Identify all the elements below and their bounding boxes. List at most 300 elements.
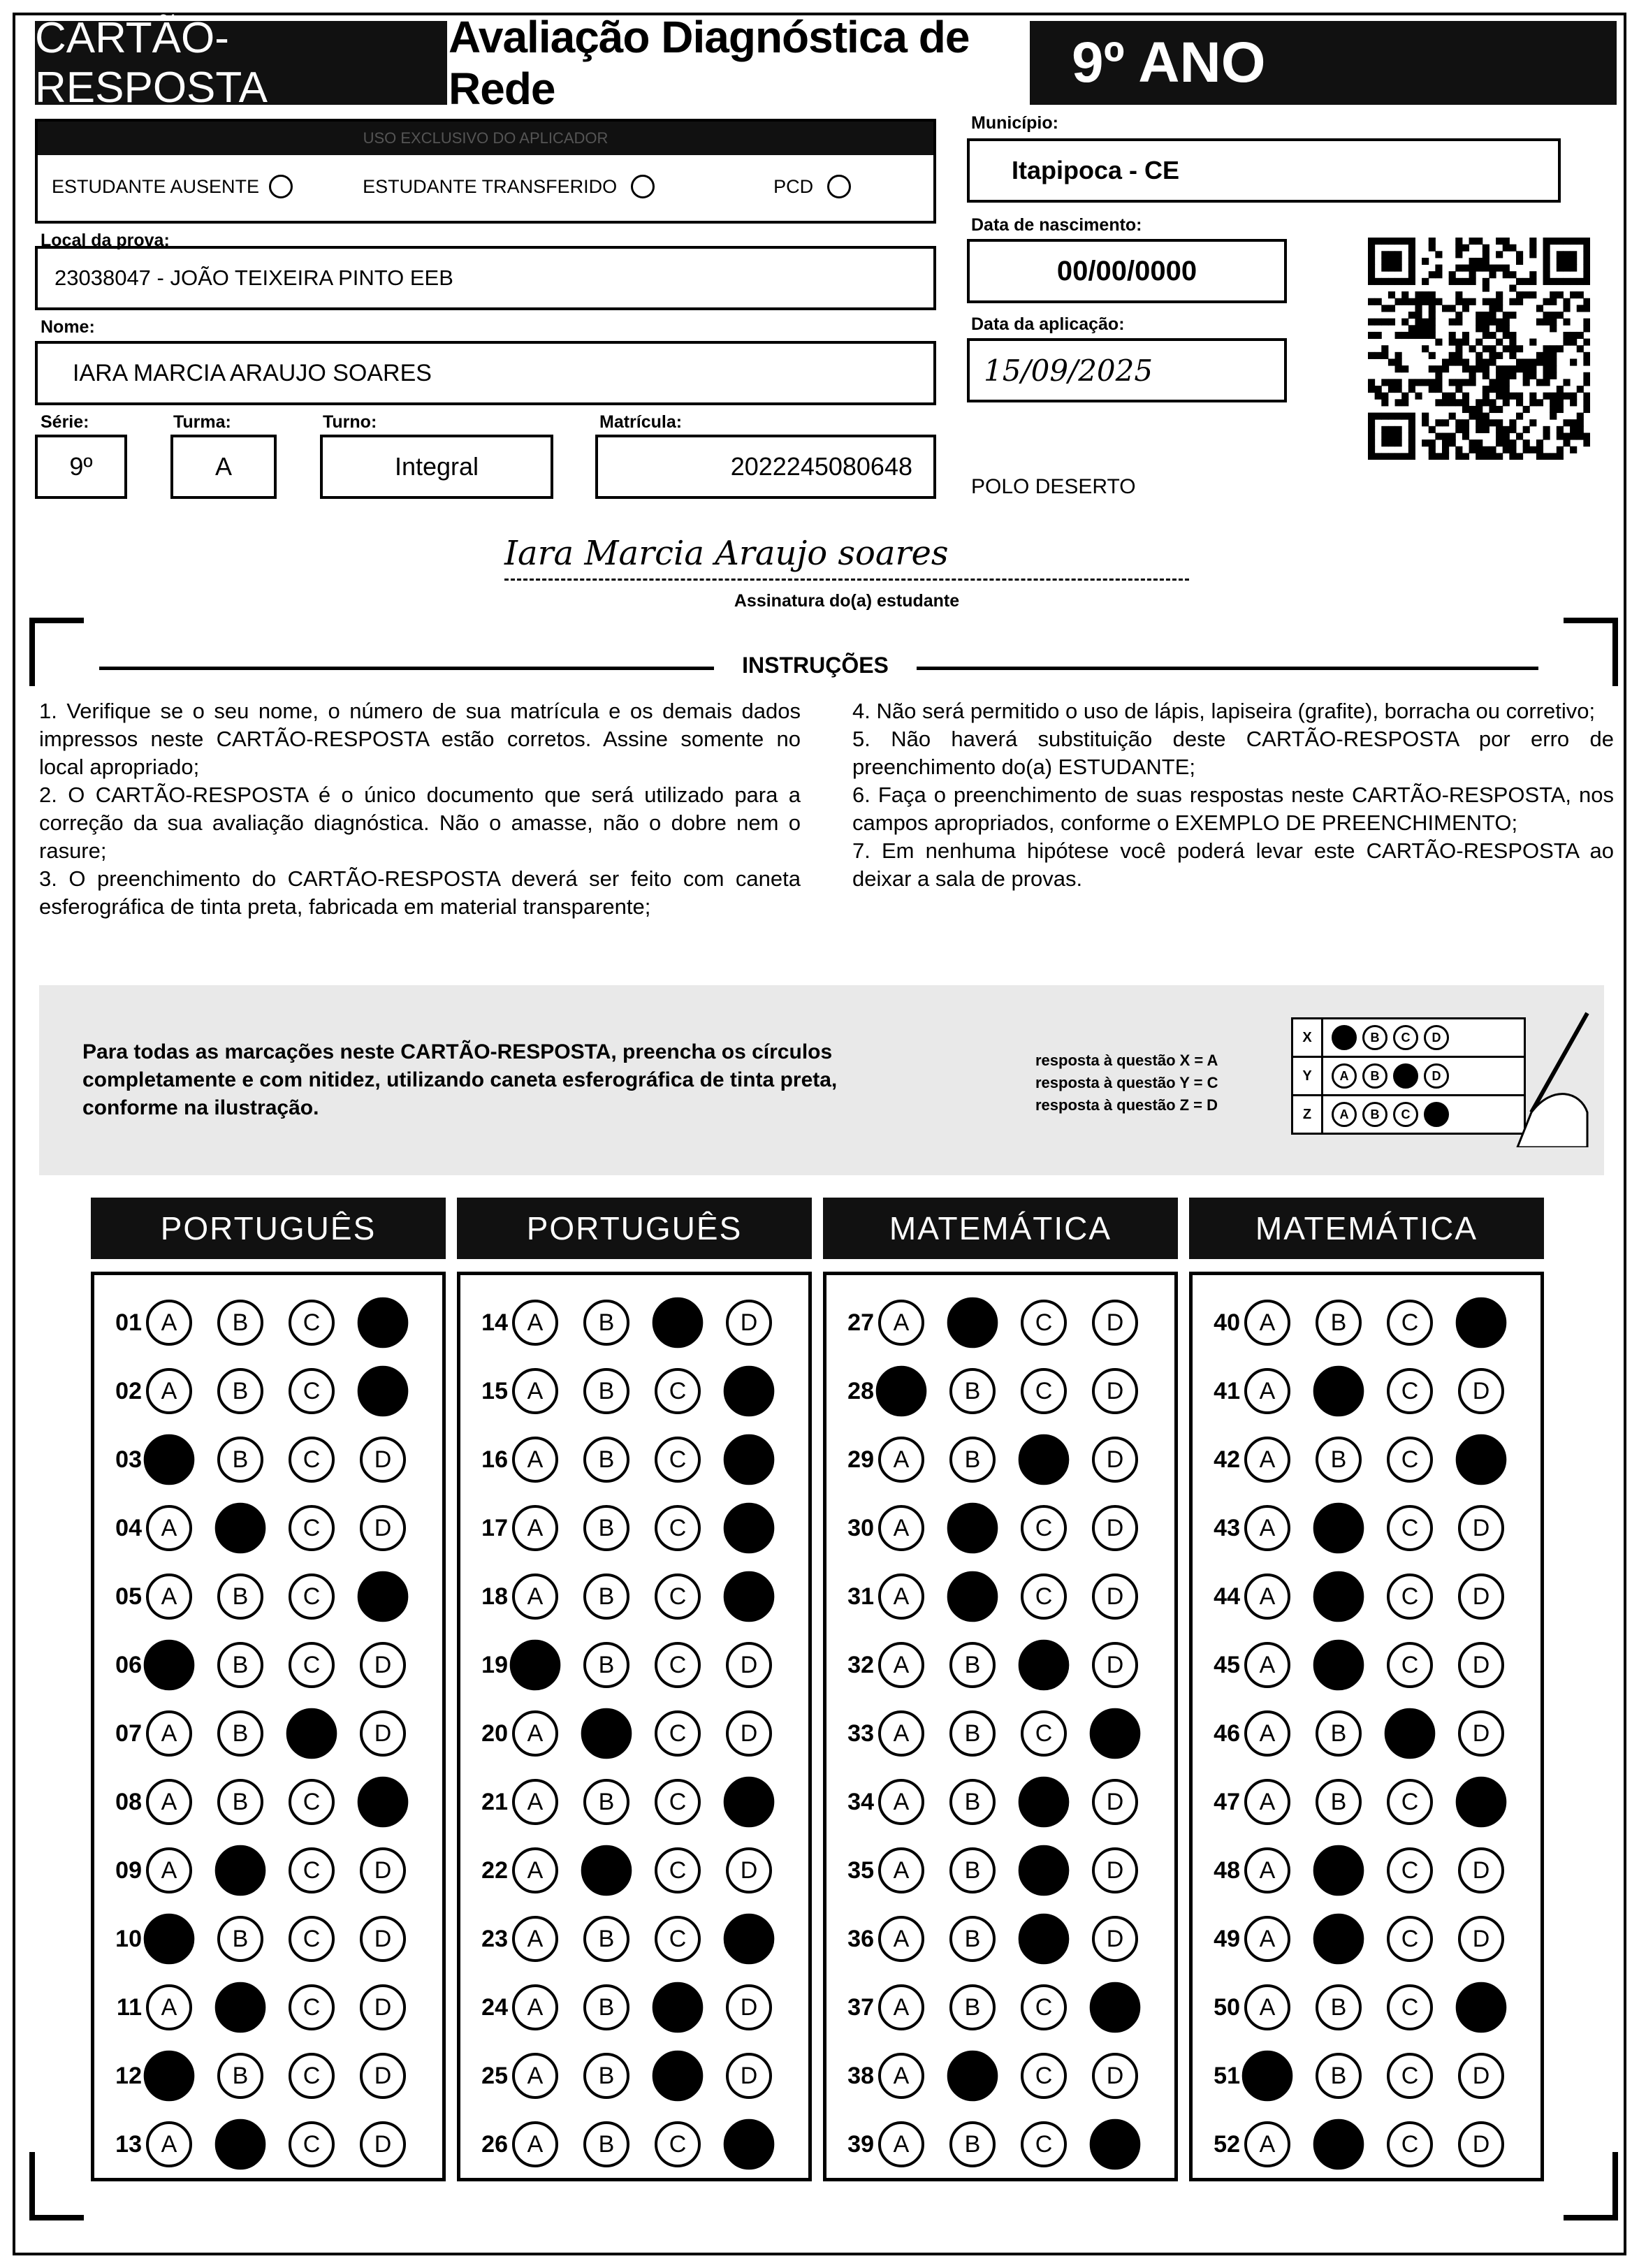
answer-bubble-b[interactable]: B bbox=[217, 1642, 263, 1688]
answer-bubble-a[interactable]: A bbox=[1244, 1916, 1290, 1962]
answer-bubble-a[interactable]: A bbox=[512, 1437, 558, 1483]
answer-bubble-a[interactable]: A bbox=[146, 1300, 192, 1346]
answer-bubble-d[interactable]: D bbox=[1456, 1982, 1507, 2033]
answer-bubble-d[interactable]: D bbox=[724, 1914, 775, 1965]
question-number: 51 bbox=[1214, 2062, 1240, 2089]
answer-bubble-b[interactable]: B bbox=[949, 1779, 996, 1825]
answer-bubble-b[interactable]: B bbox=[583, 1505, 629, 1551]
answer-bubble-d[interactable]: D bbox=[360, 1437, 406, 1483]
answer-bubble-a[interactable]: A bbox=[512, 1573, 558, 1620]
answer-bubble-a[interactable]: A bbox=[144, 1434, 195, 1485]
signature-line bbox=[504, 579, 1189, 581]
answer-bubble-c[interactable]: C bbox=[1387, 1916, 1433, 1962]
answer-bubble-b[interactable]: B bbox=[1313, 1914, 1364, 1965]
answer-bubble-d[interactable]: D bbox=[1092, 1573, 1138, 1620]
answer-bubble-c[interactable]: C bbox=[655, 1437, 701, 1483]
answer-bubble-c[interactable]: C bbox=[289, 1300, 335, 1346]
question-number: 13 bbox=[115, 2130, 142, 2158]
answer-bubble-a[interactable]: A bbox=[144, 1640, 195, 1691]
turno-value: Integral bbox=[394, 452, 479, 481]
example-legend-line: resposta à questão Z = D bbox=[1035, 1096, 1218, 1114]
answer-bubble-a[interactable]: A bbox=[1242, 2051, 1293, 2102]
example-row-label: Z bbox=[1293, 1096, 1323, 1133]
answer-bubble-d[interactable]: D bbox=[360, 1710, 406, 1757]
answer-bubble-b[interactable]: B bbox=[583, 1573, 629, 1620]
answer-bubble-d[interactable]: D bbox=[1090, 1982, 1141, 2033]
answer-bubble-a[interactable]: A bbox=[878, 1984, 924, 2030]
answer-bubble-c[interactable]: C bbox=[289, 1642, 335, 1688]
question-number: 41 bbox=[1214, 1377, 1240, 1404]
question-row bbox=[460, 1363, 797, 1419]
answer-bubble-a[interactable]: A bbox=[512, 1505, 558, 1551]
answer-bubble-a[interactable]: A bbox=[144, 2051, 195, 2102]
question-number: 29 bbox=[847, 1446, 874, 1473]
answer-bubble-b[interactable]: B bbox=[217, 1368, 263, 1414]
answer-bubble-d[interactable]: D bbox=[726, 2053, 772, 2099]
answer-bubble-b[interactable]: B bbox=[1316, 1984, 1362, 2030]
answer-bubble-a[interactable]: A bbox=[146, 1505, 192, 1551]
answer-bubble-c[interactable]: C bbox=[289, 1437, 335, 1483]
instruction-item: 5. Não haverá substituição deste CARTÃO-RESPOSTA por erro de preenchimento do(a) ESTUDANTE; bbox=[852, 727, 1614, 779]
answer-bubble-d[interactable]: D bbox=[1458, 2053, 1504, 2099]
answer-bubble-b[interactable]: B bbox=[215, 1503, 266, 1554]
answer-bubble-c[interactable]: C bbox=[1387, 1300, 1433, 1346]
answer-bubble-c[interactable]: C bbox=[1387, 1779, 1433, 1825]
frame-corner bbox=[1564, 2152, 1618, 2220]
question-row bbox=[94, 1842, 431, 1898]
question-number: 05 bbox=[115, 1583, 142, 1610]
answer-bubble-a[interactable]: A bbox=[878, 1642, 924, 1688]
question-row bbox=[826, 1569, 1163, 1624]
question-row bbox=[460, 1911, 797, 1967]
answer-bubble-c[interactable]: C bbox=[653, 1297, 704, 1349]
question-number: 31 bbox=[847, 1583, 874, 1610]
answer-bubble-a[interactable]: A bbox=[512, 2053, 558, 2099]
answer-bubble-b[interactable]: B bbox=[1316, 1779, 1362, 1825]
answer-bubble-c[interactable]: C bbox=[655, 1916, 701, 1962]
birth-label: Data de nascimento: bbox=[971, 215, 1142, 235]
answer-bubble-a[interactable]: A bbox=[876, 1366, 927, 1417]
answer-bubble-a[interactable]: A bbox=[146, 1847, 192, 1893]
answer-bubble-a[interactable]: A bbox=[1244, 1642, 1290, 1688]
answer-bubble-d[interactable]: D bbox=[358, 1777, 409, 1828]
answer-bubble-a[interactable]: A bbox=[878, 1437, 924, 1483]
answer-bubble-d[interactable]: D bbox=[360, 1642, 406, 1688]
turma-label: Turma: bbox=[173, 412, 231, 432]
answer-bubble-d[interactable]: D bbox=[1458, 1505, 1504, 1551]
answer-bubble-d[interactable]: D bbox=[358, 1366, 409, 1417]
turno-field bbox=[320, 435, 553, 499]
answer-bubble-c[interactable]: C bbox=[289, 2053, 335, 2099]
question-number: 12 bbox=[115, 2062, 142, 2089]
question-number: 36 bbox=[847, 1925, 874, 1952]
serie-field bbox=[35, 435, 127, 499]
answer-bubble-a[interactable]: A bbox=[146, 2121, 192, 2167]
answer-bubble-b[interactable]: B bbox=[583, 1368, 629, 1414]
answer-bubble-c[interactable]: C bbox=[1385, 1708, 1436, 1759]
answer-bubble-a[interactable]: A bbox=[1244, 2121, 1290, 2167]
answer-bubble-a[interactable]: A bbox=[878, 1847, 924, 1893]
answer-bubble-b[interactable]: B bbox=[583, 1984, 629, 2030]
answer-bubble-a[interactable]: A bbox=[1244, 1437, 1290, 1483]
answer-bubble-b[interactable]: B bbox=[583, 1300, 629, 1346]
question-row bbox=[1193, 1706, 1529, 1761]
question-number: 43 bbox=[1214, 1514, 1240, 1541]
frame-corner bbox=[29, 2152, 84, 2220]
answer-bubble-b[interactable]: B bbox=[1316, 2053, 1362, 2099]
question-row bbox=[1193, 1979, 1529, 2035]
answer-bubble-d[interactable]: D bbox=[1090, 2119, 1141, 2170]
answer-bubble-b[interactable]: B bbox=[1316, 1710, 1362, 1757]
question-number: 40 bbox=[1214, 1309, 1240, 1336]
example-row-label: Y bbox=[1293, 1058, 1323, 1094]
answer-bubble-a[interactable]: A bbox=[146, 1984, 192, 2030]
answer-bubble-c[interactable]: C bbox=[1019, 1914, 1070, 1965]
question-number: 25 bbox=[481, 2062, 508, 2089]
answer-bubble-b[interactable]: B bbox=[217, 1916, 263, 1962]
answer-bubble-c[interactable]: C bbox=[655, 1710, 701, 1757]
answer-bubble-b[interactable]: B bbox=[217, 1437, 263, 1483]
answer-bubble-d[interactable]: D bbox=[726, 1300, 772, 1346]
transferred-label: ESTUDANTE TRANSFERIDO bbox=[363, 175, 618, 197]
example-row bbox=[1293, 1058, 1524, 1096]
answer-bubble-a[interactable]: A bbox=[146, 1710, 192, 1757]
name-label: Nome: bbox=[41, 317, 95, 337]
answer-bubble-d[interactable]: D bbox=[1458, 1642, 1504, 1688]
application-label: Data da aplicação: bbox=[971, 314, 1125, 334]
answer-bubble-b[interactable]: B bbox=[583, 2053, 629, 2099]
answer-bubble-c[interactable]: C bbox=[289, 1916, 335, 1962]
answer-bubble-b[interactable]: B bbox=[217, 1300, 263, 1346]
answer-bubble-c[interactable]: C bbox=[1021, 1710, 1067, 1757]
answer-bubble-d[interactable]: D bbox=[360, 1916, 406, 1962]
answer-bubble-c[interactable]: C bbox=[289, 1984, 335, 2030]
question-row bbox=[460, 1979, 797, 2035]
answer-bubble-c[interactable]: C bbox=[1387, 1368, 1433, 1414]
name-value: IARA MARCIA ARAUJO SOARES bbox=[73, 359, 432, 386]
answer-bubble-d[interactable]: D bbox=[726, 1984, 772, 2030]
answer-bubble-b[interactable]: B bbox=[949, 1710, 996, 1757]
answer-bubble-b[interactable]: B bbox=[947, 2051, 998, 2102]
answer-bubble-b[interactable]: B bbox=[583, 1779, 629, 1825]
municipality-value: Itapipoca - CE bbox=[1012, 156, 1180, 184]
answer-bubble-c[interactable]: C bbox=[289, 1847, 335, 1893]
question-row bbox=[460, 1637, 797, 1693]
answer-bubble-b[interactable]: B bbox=[949, 1847, 996, 1893]
answer-bubble-b[interactable]: B bbox=[1313, 1366, 1364, 1417]
section-header: MATEMÁTICA bbox=[1189, 1198, 1544, 1259]
question-number: 06 bbox=[115, 1651, 142, 1678]
question-number: 45 bbox=[1214, 1651, 1240, 1678]
question-number: 26 bbox=[481, 2130, 508, 2158]
question-row bbox=[94, 1637, 431, 1693]
answer-bubble-a[interactable]: A bbox=[878, 2053, 924, 2099]
answer-bubble-d[interactable]: D bbox=[1092, 1300, 1138, 1346]
answer-bubble-b[interactable]: B bbox=[949, 1642, 996, 1688]
answer-bubble-b[interactable]: B bbox=[1316, 1437, 1362, 1483]
answer-bubble-d[interactable]: D bbox=[360, 2053, 406, 2099]
answer-bubble-d[interactable]: D bbox=[360, 1847, 406, 1893]
pcd-checkbox[interactable] bbox=[827, 175, 851, 198]
answer-bubble-c[interactable]: C bbox=[289, 1368, 335, 1414]
answer-bubble-c[interactable]: C bbox=[1387, 1437, 1433, 1483]
question-row bbox=[94, 1295, 431, 1351]
answer-bubble-d[interactable]: D bbox=[360, 2121, 406, 2167]
question-row bbox=[1193, 1637, 1529, 1693]
answer-bubble-c[interactable]: C bbox=[1387, 1573, 1433, 1620]
question-row bbox=[94, 1500, 431, 1556]
answer-bubble-c[interactable]: C bbox=[1021, 1984, 1067, 2030]
question-number: 52 bbox=[1214, 2130, 1240, 2158]
answer-bubble-d[interactable]: D bbox=[1458, 2121, 1504, 2167]
example-row-label: X bbox=[1293, 1019, 1323, 1056]
answer-bubble-c[interactable]: C bbox=[1021, 2053, 1067, 2099]
answer-bubble-c[interactable]: C bbox=[1387, 2121, 1433, 2167]
example-text: Para todas as marcações neste CARTÃO-RESPOSTA, preencha os círculos completamente e com nitidez, utilizando caneta esferográfica de tinta preta, conforme na ilustração. bbox=[82, 1040, 838, 1119]
answer-bubble-a[interactable]: A bbox=[1244, 1779, 1290, 1825]
answer-bubble-a[interactable]: A bbox=[146, 1779, 192, 1825]
answer-bubble-d[interactable]: D bbox=[1458, 1710, 1504, 1757]
answer-bubble-a[interactable]: A bbox=[144, 1914, 195, 1965]
example-bubble: C bbox=[1393, 1102, 1418, 1127]
answer-bubble-d[interactable]: D bbox=[1458, 1916, 1504, 1962]
answer-bubble-c[interactable]: C bbox=[1387, 2053, 1433, 2099]
answer-bubble-a[interactable]: A bbox=[512, 1368, 558, 1414]
exam-location-field bbox=[35, 246, 936, 310]
answer-bubble-d[interactable]: D bbox=[1092, 1916, 1138, 1962]
example-bubble: D bbox=[1424, 1025, 1449, 1050]
answer-bubble-a[interactable]: A bbox=[510, 1640, 561, 1691]
answer-bubble-a[interactable]: A bbox=[512, 1710, 558, 1757]
answer-bubble-a[interactable]: A bbox=[512, 1847, 558, 1893]
answer-bubble-d[interactable]: D bbox=[1092, 1437, 1138, 1483]
transferred-checkbox[interactable] bbox=[631, 175, 655, 198]
answer-bubble-a[interactable]: A bbox=[1244, 1710, 1290, 1757]
question-number: 32 bbox=[847, 1651, 874, 1678]
answer-bubble-c[interactable]: C bbox=[653, 2051, 704, 2102]
answer-bubble-c[interactable]: C bbox=[1019, 1777, 1070, 1828]
question-row bbox=[826, 1979, 1163, 2035]
answer-bubble-d[interactable]: D bbox=[360, 1984, 406, 2030]
absent-checkbox[interactable] bbox=[269, 175, 293, 198]
answer-bubble-b[interactable]: B bbox=[1313, 1845, 1364, 1896]
answer-bubble-d[interactable]: D bbox=[1458, 1368, 1504, 1414]
answer-bubble-a[interactable]: A bbox=[1244, 1505, 1290, 1551]
answer-bubble-d[interactable]: D bbox=[358, 1571, 409, 1622]
question-number: 48 bbox=[1214, 1856, 1240, 1884]
question-number: 47 bbox=[1214, 1788, 1240, 1815]
answer-bubble-b[interactable]: B bbox=[215, 1845, 266, 1896]
answer-bubble-d[interactable]: D bbox=[1092, 1505, 1138, 1551]
question-number: 34 bbox=[847, 1788, 874, 1815]
question-row bbox=[826, 1842, 1163, 1898]
answer-bubble-d[interactable]: D bbox=[724, 1571, 775, 1622]
example-bubble: C bbox=[1393, 1063, 1418, 1089]
answer-bubble-b[interactable]: B bbox=[217, 1779, 263, 1825]
answer-bubble-c[interactable]: C bbox=[1019, 1434, 1070, 1485]
answer-bubble-b[interactable]: B bbox=[1313, 1640, 1364, 1691]
example-legend-line: resposta à questão X = A bbox=[1035, 1052, 1218, 1069]
answer-bubble-d[interactable]: D bbox=[1092, 1847, 1138, 1893]
answer-bubble-d[interactable]: D bbox=[724, 2119, 775, 2170]
answer-bubble-d[interactable]: D bbox=[1092, 2053, 1138, 2099]
answer-bubble-a[interactable]: A bbox=[512, 1916, 558, 1962]
answer-bubble-d[interactable]: D bbox=[724, 1777, 775, 1828]
instruction-item: 3. O preenchimento do CARTÃO-RESPOSTA deverá ser feito com caneta esferográfica de tinta preta, fabricada em material transparente; bbox=[39, 866, 801, 919]
question-number: 38 bbox=[847, 2062, 874, 2089]
answer-bubble-a[interactable]: A bbox=[878, 1505, 924, 1551]
answer-bubble-d[interactable]: D bbox=[1456, 1777, 1507, 1828]
answer-bubble-c[interactable]: C bbox=[289, 1573, 335, 1620]
answer-bubble-a[interactable]: A bbox=[512, 1300, 558, 1346]
answer-bubble-d[interactable]: D bbox=[724, 1434, 775, 1485]
answer-bubble-c[interactable]: C bbox=[1021, 1505, 1067, 1551]
answer-bubble-d[interactable]: D bbox=[1090, 1708, 1141, 1759]
answer-bubble-b[interactable]: B bbox=[949, 1984, 996, 2030]
answer-bubble-c[interactable]: C bbox=[655, 1642, 701, 1688]
question-number: 16 bbox=[481, 1446, 508, 1473]
answer-bubble-c[interactable]: C bbox=[1019, 1640, 1070, 1691]
answer-bubble-b[interactable]: B bbox=[583, 1437, 629, 1483]
answer-bubble-a[interactable]: A bbox=[878, 2121, 924, 2167]
answer-bubble-b[interactable]: B bbox=[583, 1642, 629, 1688]
answer-bubble-a[interactable]: A bbox=[512, 1779, 558, 1825]
question-number: 21 bbox=[481, 1788, 508, 1815]
answer-bubble-d[interactable]: D bbox=[1456, 1297, 1507, 1349]
answer-bubble-a[interactable]: A bbox=[1244, 1368, 1290, 1414]
answer-bubble-b[interactable]: B bbox=[581, 1708, 632, 1759]
answer-bubble-c[interactable]: C bbox=[655, 1505, 701, 1551]
answer-bubble-b[interactable]: B bbox=[949, 1437, 996, 1483]
question-row bbox=[94, 1979, 431, 2035]
answer-bubble-b[interactable]: B bbox=[947, 1571, 998, 1622]
answer-bubble-c[interactable]: C bbox=[655, 1573, 701, 1620]
answer-bubble-d[interactable]: D bbox=[358, 1297, 409, 1349]
answer-bubble-b[interactable]: B bbox=[949, 1916, 996, 1962]
question-number: 22 bbox=[481, 1856, 508, 1884]
instruction-item: 2. O CARTÃO-RESPOSTA é o único documento que será utilizado para a correção da sua avaliação diagnóstica. Não o amasse, não o dobre nem o rasure; bbox=[39, 783, 801, 863]
answer-bubble-b[interactable]: B bbox=[947, 1503, 998, 1554]
answer-bubble-b[interactable]: B bbox=[949, 1368, 996, 1414]
question-number: 11 bbox=[117, 1993, 142, 2021]
answer-bubble-b[interactable]: B bbox=[1313, 1571, 1364, 1622]
answer-bubble-a[interactable]: A bbox=[512, 1984, 558, 2030]
answer-bubble-a[interactable]: A bbox=[878, 1300, 924, 1346]
question-row bbox=[826, 1911, 1163, 1967]
answer-bubble-d[interactable]: D bbox=[1092, 1368, 1138, 1414]
serie-value: 9º bbox=[69, 452, 93, 481]
example-bubble: C bbox=[1393, 1025, 1418, 1050]
answer-bubble-c[interactable]: C bbox=[655, 2121, 701, 2167]
answer-bubble-c[interactable]: C bbox=[286, 1708, 337, 1759]
answer-bubble-a[interactable]: A bbox=[1244, 1300, 1290, 1346]
answer-bubble-a[interactable]: A bbox=[878, 1573, 924, 1620]
answer-bubble-d[interactable]: D bbox=[724, 1366, 775, 1417]
answer-bubble-b[interactable]: B bbox=[581, 1845, 632, 1896]
answer-bubble-d[interactable]: D bbox=[1456, 1434, 1507, 1485]
answer-bubble-b[interactable]: B bbox=[215, 1982, 266, 2033]
answer-bubble-a[interactable]: A bbox=[1244, 1573, 1290, 1620]
instruction-item: 1. Verifique se o seu nome, o número de sua matrícula e os demais dados impressos neste CARTÃO-RESPOSTA estão corretos. Assine somente no local apropriado; bbox=[39, 699, 801, 779]
answer-bubble-a[interactable]: A bbox=[878, 1779, 924, 1825]
answer-bubble-b[interactable]: B bbox=[217, 1573, 263, 1620]
answer-bubble-c[interactable]: C bbox=[1387, 1847, 1433, 1893]
answer-bubble-c[interactable]: C bbox=[1019, 1845, 1070, 1896]
answer-bubble-d[interactable]: D bbox=[726, 1847, 772, 1893]
answer-bubble-b[interactable]: B bbox=[215, 2119, 266, 2170]
example-bubble: A bbox=[1332, 1102, 1357, 1127]
answer-bubble-a[interactable]: A bbox=[512, 2121, 558, 2167]
answer-column bbox=[823, 1272, 1178, 2181]
answer-bubble-a[interactable]: A bbox=[1244, 1847, 1290, 1893]
answer-bubble-c[interactable]: C bbox=[1021, 2121, 1067, 2167]
answer-bubble-b[interactable]: B bbox=[583, 2121, 629, 2167]
answer-bubble-d[interactable]: D bbox=[360, 1505, 406, 1551]
answer-bubble-c[interactable]: C bbox=[289, 2121, 335, 2167]
answer-bubble-a[interactable]: A bbox=[878, 1916, 924, 1962]
answer-bubble-b[interactable]: B bbox=[947, 1297, 998, 1349]
answer-bubble-a[interactable]: A bbox=[146, 1573, 192, 1620]
question-row bbox=[460, 1432, 797, 1488]
answer-bubble-d[interactable]: D bbox=[1458, 1847, 1504, 1893]
answer-bubble-a[interactable]: A bbox=[146, 1368, 192, 1414]
answer-bubble-c[interactable]: C bbox=[655, 1368, 701, 1414]
answer-bubble-c[interactable]: C bbox=[1387, 1984, 1433, 2030]
question-row bbox=[460, 1500, 797, 1556]
birth-field bbox=[967, 239, 1287, 303]
answer-bubble-d[interactable]: D bbox=[726, 1642, 772, 1688]
question-row bbox=[460, 1842, 797, 1898]
question-row bbox=[94, 1911, 431, 1967]
serie-label: Série: bbox=[41, 412, 89, 432]
matricula-label: Matrícula: bbox=[599, 412, 683, 432]
answer-bubble-c[interactable]: C bbox=[1021, 1300, 1067, 1346]
answer-bubble-d[interactable]: D bbox=[726, 1710, 772, 1757]
exam-location-value: 23038047 - JOÃO TEIXEIRA PINTO EEB bbox=[54, 266, 453, 290]
question-row bbox=[94, 2048, 431, 2104]
question-row bbox=[94, 1706, 431, 1761]
answer-bubble-d[interactable]: D bbox=[1092, 1779, 1138, 1825]
answer-bubble-a[interactable]: A bbox=[1244, 1984, 1290, 2030]
answer-bubble-b[interactable]: B bbox=[1316, 1300, 1362, 1346]
answer-bubble-d[interactable]: D bbox=[1458, 1573, 1504, 1620]
answer-bubble-c[interactable]: C bbox=[1387, 1505, 1433, 1551]
answer-bubble-b[interactable]: B bbox=[1313, 2119, 1364, 2170]
answer-bubble-c[interactable]: C bbox=[655, 1847, 701, 1893]
answer-bubble-c[interactable]: C bbox=[289, 1779, 335, 1825]
exam-location-label: Local da prova: bbox=[41, 231, 170, 250]
question-number: 15 bbox=[481, 1377, 508, 1404]
answer-bubble-c[interactable]: C bbox=[1387, 1642, 1433, 1688]
answer-bubble-c[interactable]: C bbox=[289, 1505, 335, 1551]
answer-bubble-a[interactable]: A bbox=[878, 1710, 924, 1757]
answer-bubble-b[interactable]: B bbox=[949, 2121, 996, 2167]
answer-bubble-c[interactable]: C bbox=[655, 1779, 701, 1825]
answer-bubble-c[interactable]: C bbox=[653, 1982, 704, 2033]
qr-code-icon bbox=[1368, 238, 1590, 460]
hand-pen-icon bbox=[1503, 1008, 1594, 1147]
answer-bubble-b[interactable]: B bbox=[1313, 1503, 1364, 1554]
answer-bubble-c[interactable]: C bbox=[1021, 1368, 1067, 1414]
answer-bubble-d[interactable]: D bbox=[724, 1503, 775, 1554]
answer-bubble-b[interactable]: B bbox=[583, 1916, 629, 1962]
turno-label: Turno: bbox=[323, 412, 377, 432]
answer-bubble-d[interactable]: D bbox=[1092, 1642, 1138, 1688]
answer-bubble-b[interactable]: B bbox=[217, 2053, 263, 2099]
answer-bubble-c[interactable]: C bbox=[1021, 1573, 1067, 1620]
instruction-item: 7. Em nenhuma hipótese você poderá levar este CARTÃO-RESPOSTA ao deixar a sala de provas. bbox=[852, 838, 1614, 891]
answer-bubble-b[interactable]: B bbox=[217, 1710, 263, 1757]
